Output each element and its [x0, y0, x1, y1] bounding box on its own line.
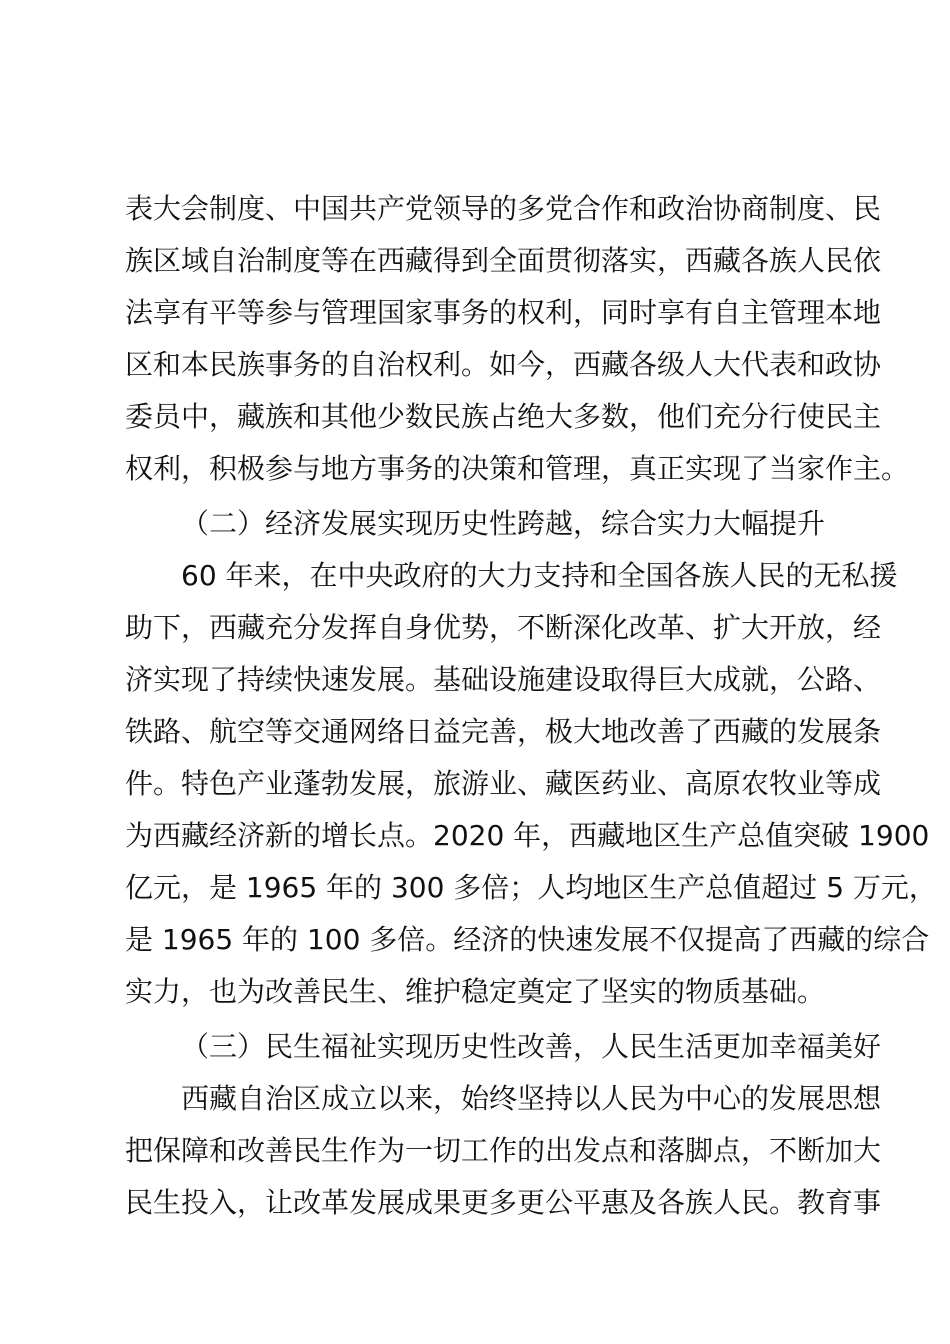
paragraph-line: 60 年来，在中央政府的大力支持和全国各族人民的无私援	[181, 559, 898, 592]
section-heading-economy: （二）经济发展实现历史性跨越，综合实力大幅提升	[181, 507, 826, 540]
paragraph-line: 为西藏经济新的增长点。2020 年，西藏地区生产总值突破 1900	[125, 819, 930, 852]
section-heading-livelihood: （三）民生福祉实现历史性改善，人民生活更加幸福美好	[181, 1030, 882, 1063]
paragraph-line: 济实现了持续快速发展。基础设施建设取得巨大成就，公路、	[125, 663, 882, 696]
paragraph-line: 助下，西藏充分发挥自身优势，不断深化改革、扩大开放，经	[125, 611, 882, 644]
paragraph-line: 族区域自治制度等在西藏得到全面贯彻落实，西藏各族人民依	[125, 244, 882, 277]
paragraph-line: 委员中，藏族和其他少数民族占绝大多数，他们充分行使民主	[125, 400, 882, 433]
paragraph-line: 把保障和改善民生作为一切工作的出发点和落脚点，不断加大	[125, 1134, 882, 1167]
paragraph-line: 铁路、航空等交通网络日益完善，极大地改善了西藏的发展条	[125, 715, 882, 748]
paragraph-line: 表大会制度、中国共产党领导的多党合作和政治协商制度、民	[125, 192, 882, 225]
paragraph-line: 件。特色产业蓬勃发展，旅游业、藏医药业、高原农牧业等成	[125, 767, 882, 800]
paragraph-line: 区和本民族事务的自治权利。如今，西藏各级人大代表和政协	[125, 348, 882, 381]
paragraph-line: 是 1965 年的 100 多倍。经济的快速发展不仅提高了西藏的综合	[125, 923, 930, 956]
document-body	[125, 183, 937, 1229]
paragraph-line: 亿元，是 1965 年的 300 多倍；人均地区生产总值超过 5 万元，	[125, 871, 937, 904]
paragraph-line: 西藏自治区成立以来，始终坚持以人民为中心的发展思想	[181, 1082, 882, 1115]
paragraph-line: 实力，也为改善民生、维护稳定奠定了坚实的物质基础。	[125, 975, 826, 1008]
paragraph-line: 法享有平等参与管理国家事务的权利，同时享有自主管理本地	[125, 296, 882, 329]
paragraph-line: 民生投入，让改革发展成果更多更公平惠及各族人民。教育事	[125, 1186, 882, 1219]
paragraph-line: 权利，积极参与地方事务的决策和管理，真正实现了当家作主。	[125, 452, 910, 485]
